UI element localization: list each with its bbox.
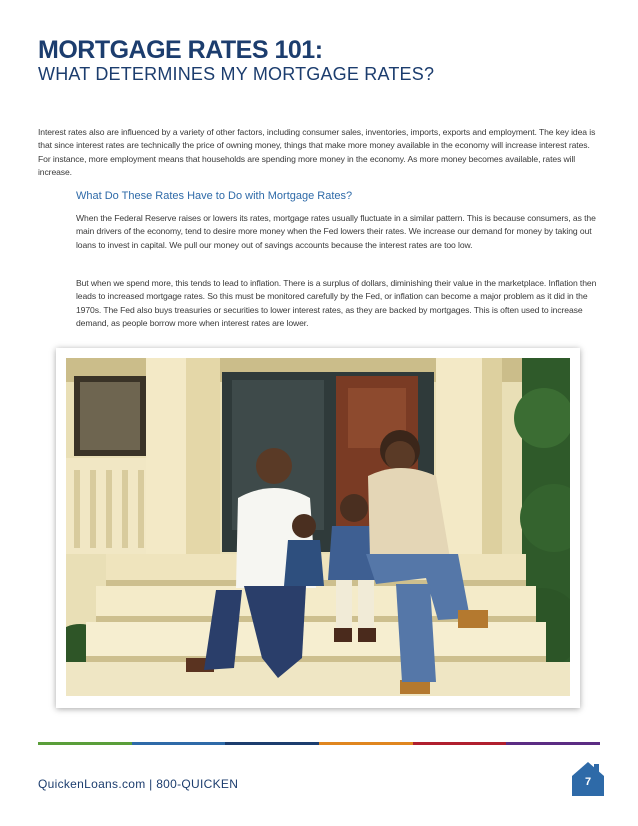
rule-segment	[506, 742, 600, 745]
section-heading: What Do These Rates Have to Do with Mortgage Rates?	[76, 190, 353, 202]
footer-contact: QuickenLoans.com | 800-QUICKEN	[38, 777, 239, 791]
rule-segment	[132, 742, 226, 745]
page-title: MORTGAGE RATES 101:	[38, 36, 323, 64]
body-paragraph-2: But when we spend more, this tends to lead to inflation. There is a surplus of dollars, diminishing their value in the marketplace. Inflation then leads to increased mortgage rates. So this must be monitored carefully by the Fed, or inflation can become a major problem as it did in the 1970s. The Fed also buys treasuries or securities to lower interest rates, as they are backed by mortgages. This is often used to increase demand, as people borrow more when interest rates are lower.	[76, 278, 597, 329]
footer-color-rule	[38, 742, 600, 745]
family-photo	[56, 348, 580, 708]
page-subtitle: WHAT DETERMINES MY MORTGAGE RATES?	[38, 64, 435, 84]
body-paragraph-1: When the Federal Reserve raises or lowers its rates, mortgage rates usually fluctuate in a similar pattern. This is because consumers, as the main drivers of the economy, tend to desire more money when the Fed lowers their rates. We increase our demand for money by taking out loans to invest in capital. We pull our money out of savings accounts because the interest rates are too low.	[76, 213, 596, 250]
rule-segment	[38, 742, 132, 745]
intro-paragraph: Interest rates also are influenced by a variety of other factors, including consumer sales, inventories, imports, exports and employment. The key idea is that since interest rates are technically the price of owning money, things that make more money available in the economy will increase interest rates. For instance, more employment means that households are spending more money in the economy. As more money becomes available, rates will increase.	[38, 127, 596, 178]
rule-segment	[413, 742, 507, 745]
page-number: 7	[584, 776, 592, 788]
rule-segment	[319, 742, 413, 745]
family-photo-illustration	[66, 358, 570, 696]
rule-segment	[225, 742, 319, 745]
